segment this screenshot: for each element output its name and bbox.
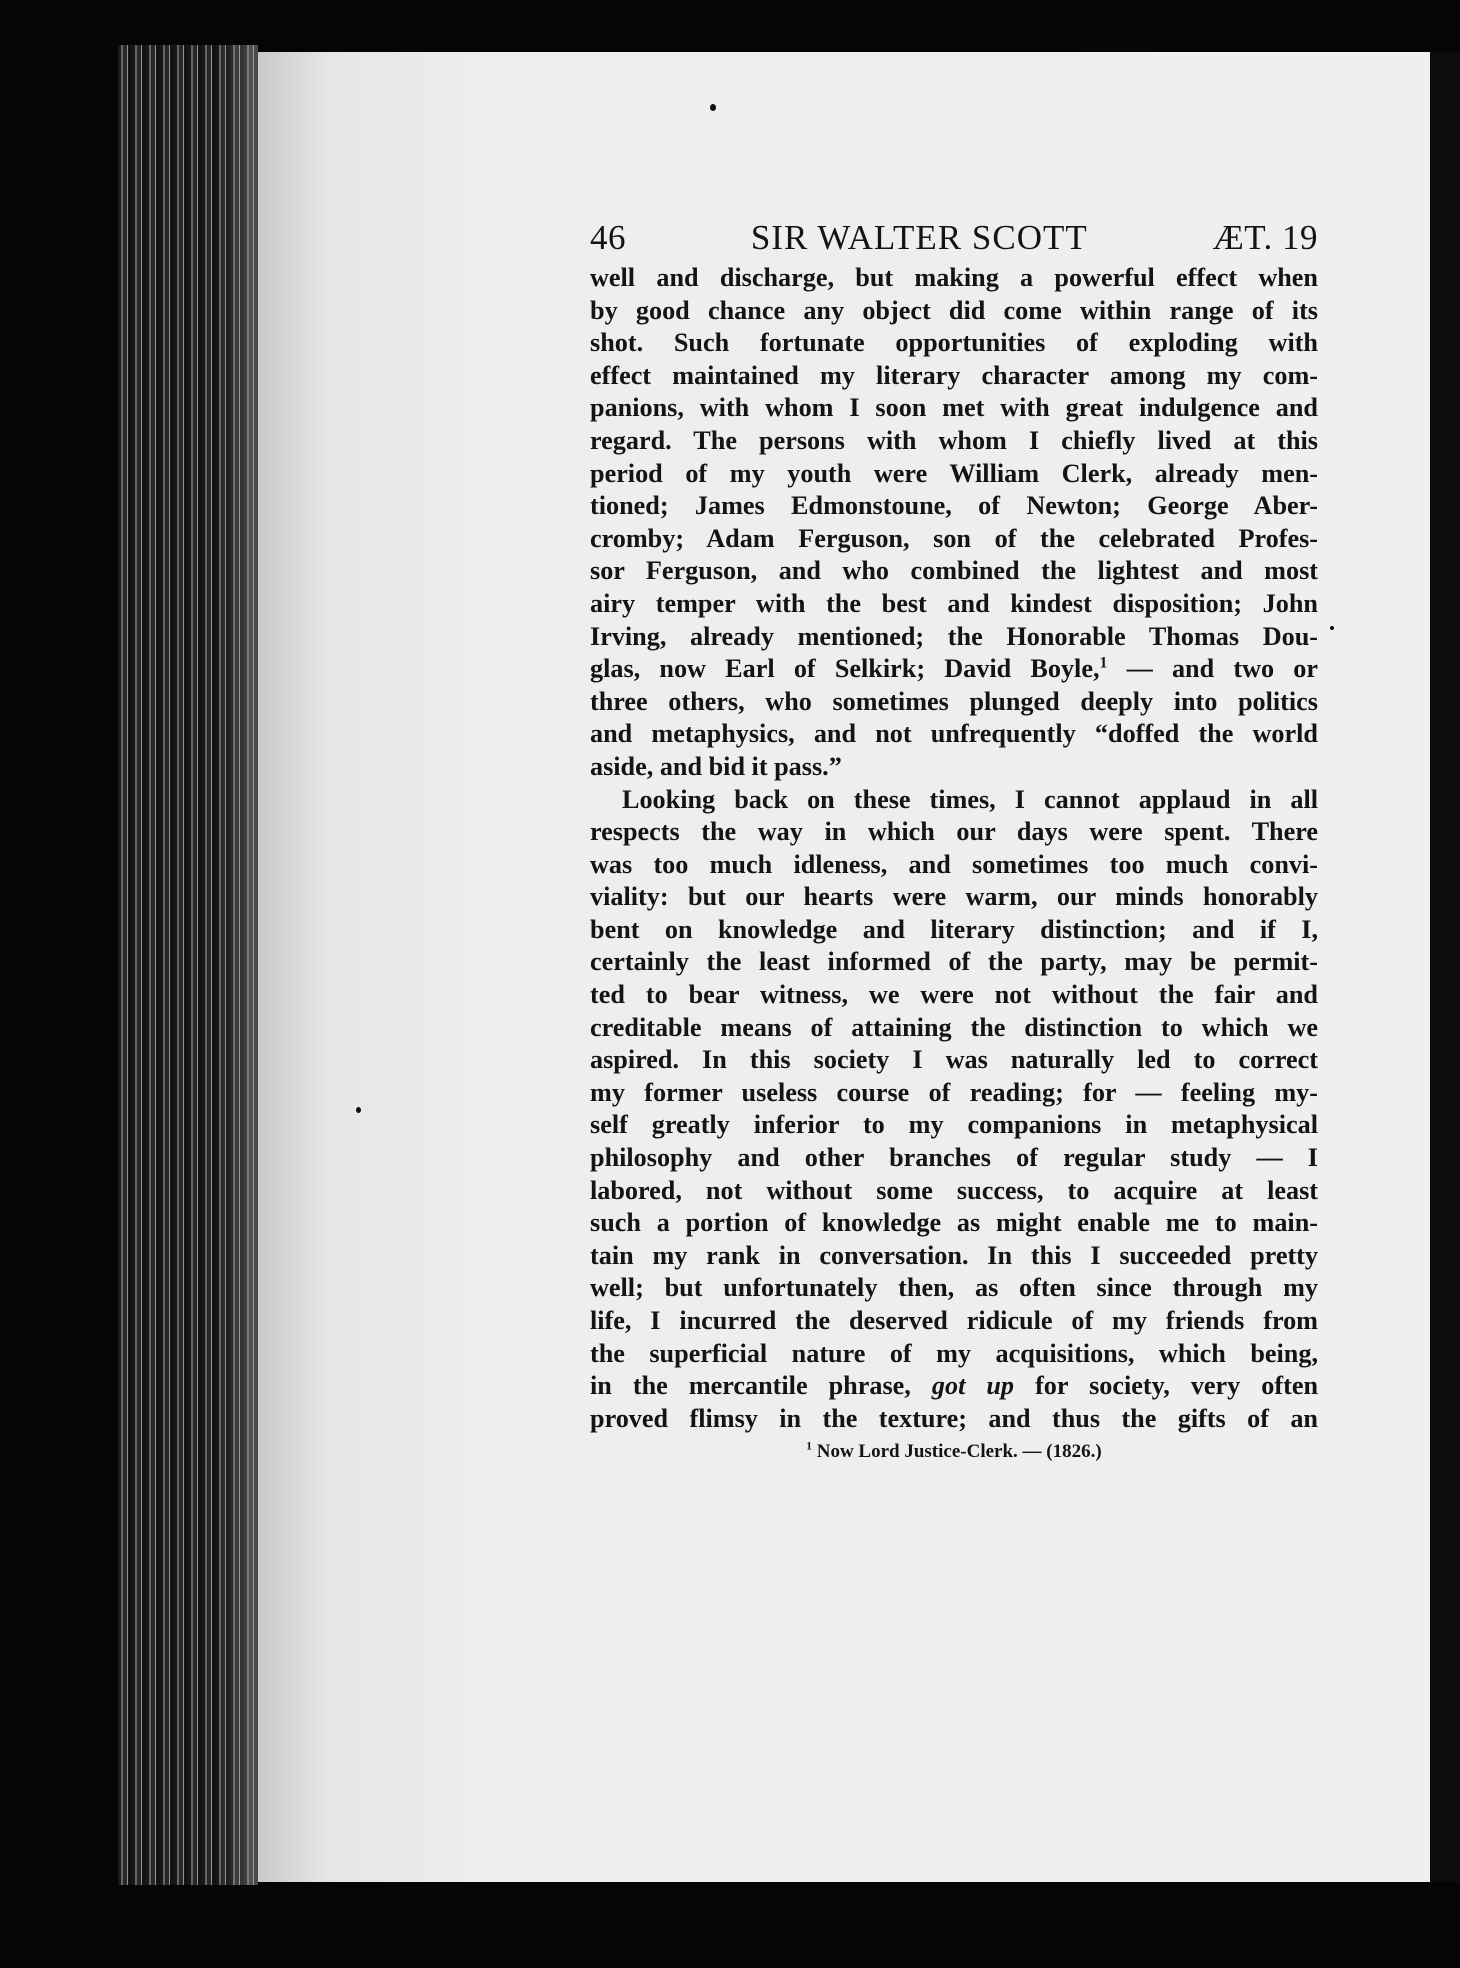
text-line: three others, who sometimes plunged deeply into politics [590, 686, 1318, 716]
text-line: respects the way in which our days were spent. There [590, 817, 1318, 847]
age-marker: ÆT. 19 [1212, 218, 1318, 257]
text-line: panions, with whom I soon met with great indulgence and [590, 393, 1318, 423]
text-line: certainly the least informed of the party, may be permit- [590, 947, 1318, 977]
text-line: and metaphysics, and not unfrequently “doffed the world [590, 719, 1318, 749]
text-line: Irving, already mentioned; the Honorable Thomas Dou- [590, 621, 1318, 651]
text-line: by good chance any object did come within range of its [590, 295, 1318, 325]
text-line: well; but unfortunately then, as often since through my [590, 1273, 1318, 1303]
text-line: aside, and bid it pass.” [590, 751, 842, 781]
footnote-text: Now Lord Justice-Clerk. — (1826.) [816, 1441, 1102, 1463]
text-fragment: — and two or [1126, 654, 1319, 684]
text-line: life, I incurred the deserved ridicule of my friends from [590, 1306, 1318, 1335]
text-line-with-footnote-ref [590, 653, 1318, 686]
text-line: period of my youth were William Clerk, already men- [590, 458, 1318, 488]
text-line: bent on knowledge and literary distinction; and if I, [590, 914, 1318, 944]
text-line: Looking back on these times, I cannot applaud in all [622, 784, 1318, 814]
text-line: tioned; James Edmonstoune, of Newton; George Aber- [590, 491, 1318, 521]
text-line: labored, not without some success, to acquire at least [590, 1175, 1318, 1205]
italic-phrase: got up [931, 1371, 1015, 1401]
text-line: shot. Such fortunate opportunities of exploding with [590, 328, 1318, 358]
text-line: airy temper with the best and kindest disposition; John [590, 588, 1318, 618]
text-line: aspired. In this society I was naturally led to correct [590, 1045, 1318, 1075]
text-line: proved flimsy in the texture; and thus the gifts of an [590, 1403, 1318, 1433]
text-line: philosophy and other branches of regular study — I [590, 1143, 1318, 1173]
paragraph-2 [590, 784, 1318, 1436]
scan-speck [356, 1107, 361, 1113]
footnote [590, 1441, 1318, 1463]
text-line: viality: but our hearts were warm, our minds honorably [590, 882, 1318, 912]
footnote-marker: 1 [806, 1441, 812, 1454]
running-title: SIR WALTER SCOTT [750, 218, 1088, 257]
text-line: well and discharge, but making a powerful effect when [590, 263, 1318, 292]
page-number: 46 [590, 218, 626, 257]
paragraph-1 [590, 262, 1318, 784]
text-line: the superficial nature of my acquisitions, which being, [590, 1338, 1318, 1368]
text-line: such a portion of knowledge as might enable me to main- [590, 1208, 1318, 1238]
text-fragment: for society, very often [1035, 1371, 1319, 1401]
text-line: ted to bear witness, we were not without the fair and [590, 980, 1318, 1010]
text-line: regard. The persons with whom I chiefly lived at this [590, 425, 1318, 455]
text-line: was too much idleness, and sometimes too much convi- [590, 849, 1318, 879]
text-line: effect maintained my literary character among my com- [590, 360, 1318, 390]
text-line-with-italic [590, 1370, 1318, 1403]
text-line: cromby; Adam Ferguson, son of the celebrated Profes- [590, 523, 1318, 553]
text-line: creditable means of attaining the distinction to which we [590, 1012, 1318, 1042]
text-line: sor Ferguson, and who combined the lightest and most [590, 556, 1318, 586]
book-page-edges [118, 45, 258, 1885]
footnote-reference: 1 [1099, 654, 1108, 672]
text-line: my former useless course of reading; for — feeling my- [590, 1077, 1318, 1107]
page-text-block [590, 218, 1318, 1463]
text-fragment: in the mercantile phrase, [590, 1371, 911, 1401]
body-text [590, 262, 1318, 1435]
text-line: self greatly inferior to my companions in metaphysical [590, 1110, 1318, 1140]
scan-speck [1330, 626, 1334, 630]
text-fragment: glas, now Earl of Selkirk; David Boyle, [590, 654, 1100, 684]
scan-speck [710, 104, 716, 111]
text-line: tain my rank in conversation. In this I succeeded pretty [590, 1240, 1318, 1270]
running-head [590, 218, 1318, 258]
page-gutter-shadow [1430, 52, 1460, 1882]
